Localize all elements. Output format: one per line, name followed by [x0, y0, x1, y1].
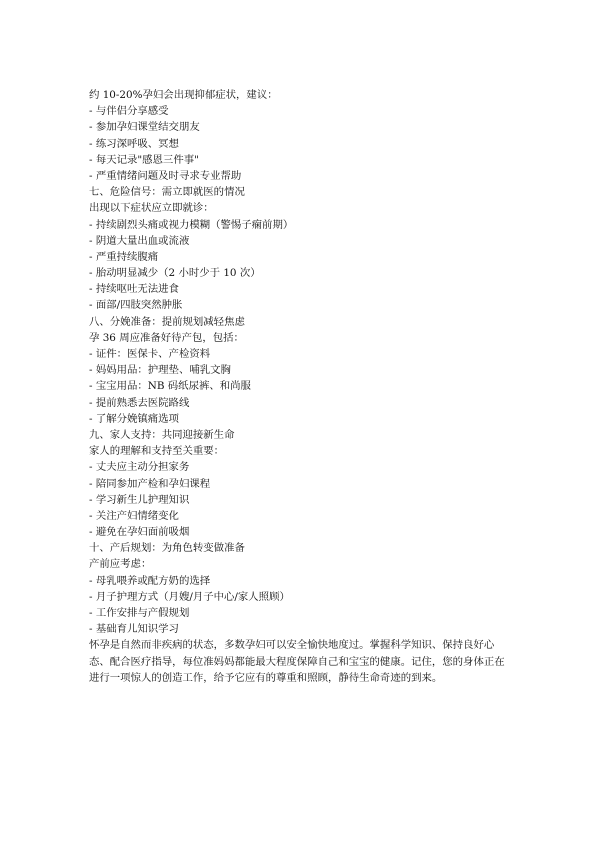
- section-lead: 家人的理解和支持至关重要：: [89, 445, 225, 458]
- list-item: - 面部/四肢突然肿胀: [89, 299, 183, 312]
- intro-line: 约 10-20%孕妇会出现抑郁症状，建议：: [89, 89, 278, 101]
- list-item: - 持续呕吐无法进食: [89, 283, 179, 296]
- list-item: - 参加孕妇课堂结交朋友: [89, 121, 200, 134]
- list-item: - 学习新生儿护理知识: [89, 493, 190, 506]
- list-item: - 月子护理方式（月嫂/月子中心/家人照顾）: [89, 590, 290, 603]
- section-lead: 孕 36 周应准备好待产包，包括：: [89, 331, 244, 344]
- list-item: - 严重情绪问题及时寻求专业帮助: [89, 169, 242, 182]
- section-heading: 八、分娩准备：提前规划减轻焦虑: [89, 315, 245, 328]
- list-item: - 持续剧烈头痛或视力模糊（警惕子痫前期）: [89, 218, 294, 231]
- list-item: - 与伴侣分享感受: [89, 105, 169, 118]
- section-heading: 九、家人支持：共同迎接新生命: [89, 428, 235, 441]
- list-item: - 陪同参加产检和孕妇课程: [89, 477, 211, 490]
- list-item: - 关注产妇情绪变化: [89, 509, 179, 522]
- section-heading: 十、产后规划：为角色转变做准备: [89, 542, 245, 555]
- list-item: - 证件：医保卡、产检资料: [89, 348, 211, 360]
- list-item: - 宝宝用品：NB 码纸尿裤、和尚服: [89, 380, 251, 393]
- list-item: - 每天记录"感恩三件事": [89, 153, 199, 166]
- list-item: - 练习深呼吸、冥想: [89, 137, 179, 150]
- list-item: - 妈妈用品：护理垫、哺乳文胸: [89, 364, 231, 377]
- list-item: - 丈夫应主动分担家务: [89, 461, 190, 474]
- list-item: - 基础育儿知识学习: [89, 623, 179, 636]
- conclusion-paragraph: 怀孕是自然而非疾病的状态，多数孕妇可以安全愉快地度过。掌握科学知识、保持良好心态、配合医疗指导，每位准妈妈都能最大程度保障自己和宝宝的健康。记住，您的身体正在进行一项惊人的创造工作，给予它应有的尊重和照顾，静待生命奇迹的到来。: [89, 639, 505, 684]
- document-body: [89, 87, 509, 686]
- list-item: - 避免在孕妇面前吸烟: [89, 526, 190, 539]
- list-item: - 提前熟悉去医院路线: [89, 396, 190, 409]
- section-heading: 七、危险信号：需立即就医的情况: [89, 186, 245, 199]
- list-item: - 工作安排与产假规划: [89, 607, 190, 619]
- list-item: - 母乳喂养或配方奶的选择: [89, 574, 211, 587]
- section-lead: 产前应考虑：: [89, 558, 152, 571]
- list-item: - 胎动明显减少（2 小时少于 10 次）: [89, 267, 261, 280]
- list-item: - 严重持续腹痛: [89, 250, 159, 263]
- section-lead: 出现以下症状应立即就诊：: [89, 202, 214, 215]
- list-item: - 了解分娩镇痛选项: [89, 412, 179, 425]
- list-item: - 阴道大量出血或流液: [89, 234, 190, 247]
